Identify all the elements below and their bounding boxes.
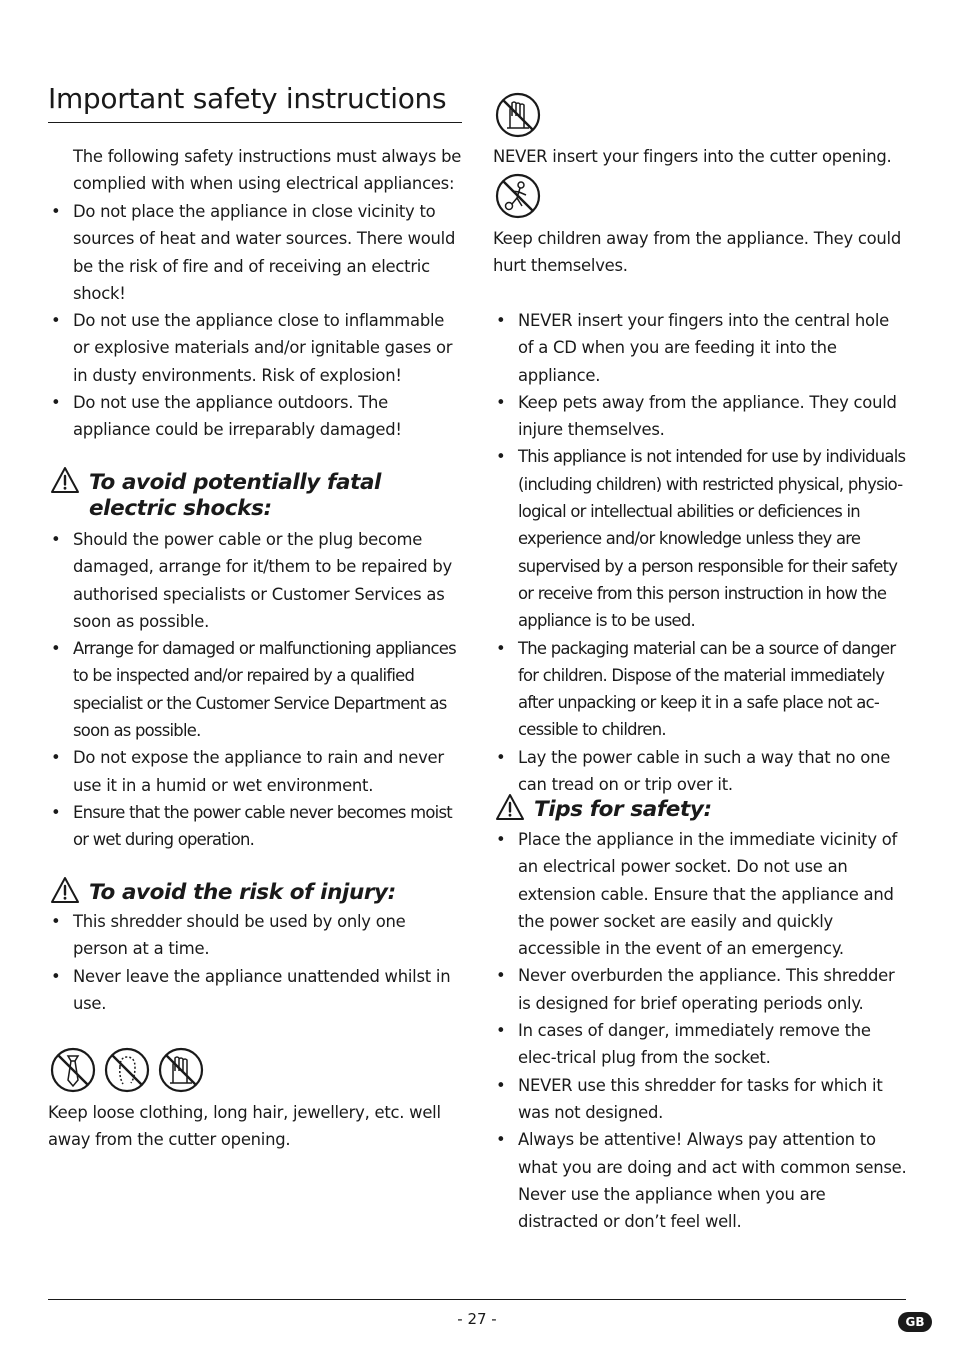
- heading-text: To avoid potentially fatal electric shocks:: [89, 470, 382, 521]
- page-title: Important safety instructions: [48, 80, 462, 123]
- list-item: • Keep pets away from the appliance. They could injure themselves.: [493, 389, 909, 444]
- list-item: • Lay the power cable in such a way that no one can tread on or trip over it.: [493, 744, 909, 799]
- tips-list: [493, 826, 909, 1235]
- warning-triangle-icon: [495, 793, 525, 821]
- language-badge: GB: [898, 1312, 932, 1332]
- injury-heading: [48, 880, 464, 906]
- fingers-warning-text: NEVER insert your fingers into the cutter opening.: [493, 147, 892, 166]
- tips-heading: [493, 797, 909, 823]
- list-item: • This shredder should be used by only one person at a time.: [48, 908, 464, 963]
- list-item: • Always be attentive! Always pay attention to what you are doing and act with common sense. Never use the appliance when you are distracted or don’t feel well.: [493, 1126, 909, 1235]
- list-item: • Ensure that the power cable never becomes moist or wet during operation.: [48, 799, 464, 854]
- list-item: • NEVER use this shredder for tasks for which it was not designed.: [493, 1072, 909, 1127]
- electric-shock-heading: [48, 470, 464, 522]
- list-item: • Should the power cable or the plug become damaged, arrange for it/them to be repaired by authorised specialists or Customer Services as soon as possible.: [48, 526, 464, 635]
- no-tie-icon: [50, 1047, 96, 1093]
- list-item: • Never overburden the appliance. This shredder is designed for brief operating periods only.: [493, 962, 909, 1017]
- list-item: • Never leave the appliance unattended whilst in use.: [48, 963, 464, 1018]
- no-hand-icon: [495, 92, 541, 138]
- electric-shock-list: [48, 526, 464, 854]
- list-item: • Do not place the appliance in close vicinity to sources of heat and water sources. There would be the risk of fire and of receiving an electric shock!: [48, 198, 464, 307]
- list-item: • Place the appliance in the immediate vicinity of an electrical power socket. Do not use an extension cable. Ensure that the appliance and the power socket are easily and quickly accessible in the event of an emergency.: [493, 826, 909, 962]
- warning-triangle-icon: [50, 466, 80, 494]
- list-item: • Arrange for damaged or malfunctioning appliances to be inspected and/or repaired by a qualified specialist or the Customer Service Department as soon as possible.: [48, 635, 464, 744]
- no-hand-icon: [158, 1047, 204, 1093]
- no-long-hair-icon: [104, 1047, 150, 1093]
- clothing-warning-text: Keep loose clothing, long hair, jewellery, etc. well away from the cutter opening.: [48, 1103, 441, 1150]
- heading-text: To avoid the risk of injury:: [89, 880, 396, 905]
- list-item: • In cases of danger, immediately remove the elec-trical plug from the socket.: [493, 1017, 909, 1072]
- intro-text: The following safety instructions must always be complied with when using electrical appliances:: [73, 147, 462, 194]
- injury-list: [48, 908, 464, 1017]
- list-item: • Do not use the appliance close to inflammable or explosive materials and/or ignitable gases or in dusty environments. Risk of explosion!: [48, 307, 464, 389]
- page-number: - 27 -: [457, 1310, 497, 1328]
- general-safety-list-continued: [493, 307, 909, 798]
- list-item: • This appliance is not intended for use by individuals (including children) with restricted physical, physio-logical or intellectual abilities or deficiences in experience and/or knowledge unless they are supervised by a person responsible for their safety or receive from this person instruction in how the appliance is to be used.: [493, 443, 909, 634]
- children-warning-text: Keep children away from the appliance. They could hurt themselves.: [493, 229, 901, 276]
- list-item: • The packaging material can be a source of danger for children. Dispose of the material immediately after unpacking or keep it in a safe place not ac-cessible to children.: [493, 635, 909, 744]
- general-safety-list: [48, 198, 464, 444]
- no-children-icon: [495, 173, 541, 219]
- heading-text: Tips for safety:: [534, 797, 712, 822]
- footer-divider: [48, 1299, 906, 1300]
- list-item: • Do not expose the appliance to rain and never use it in a humid or wet environment.: [48, 744, 464, 799]
- warning-triangle-icon: [50, 876, 80, 904]
- list-item: • NEVER insert your fingers into the central hole of a CD when you are feeding it into the appliance.: [493, 307, 909, 389]
- list-item: • Do not use the appliance outdoors. The appliance could be irreparably damaged!: [48, 389, 464, 444]
